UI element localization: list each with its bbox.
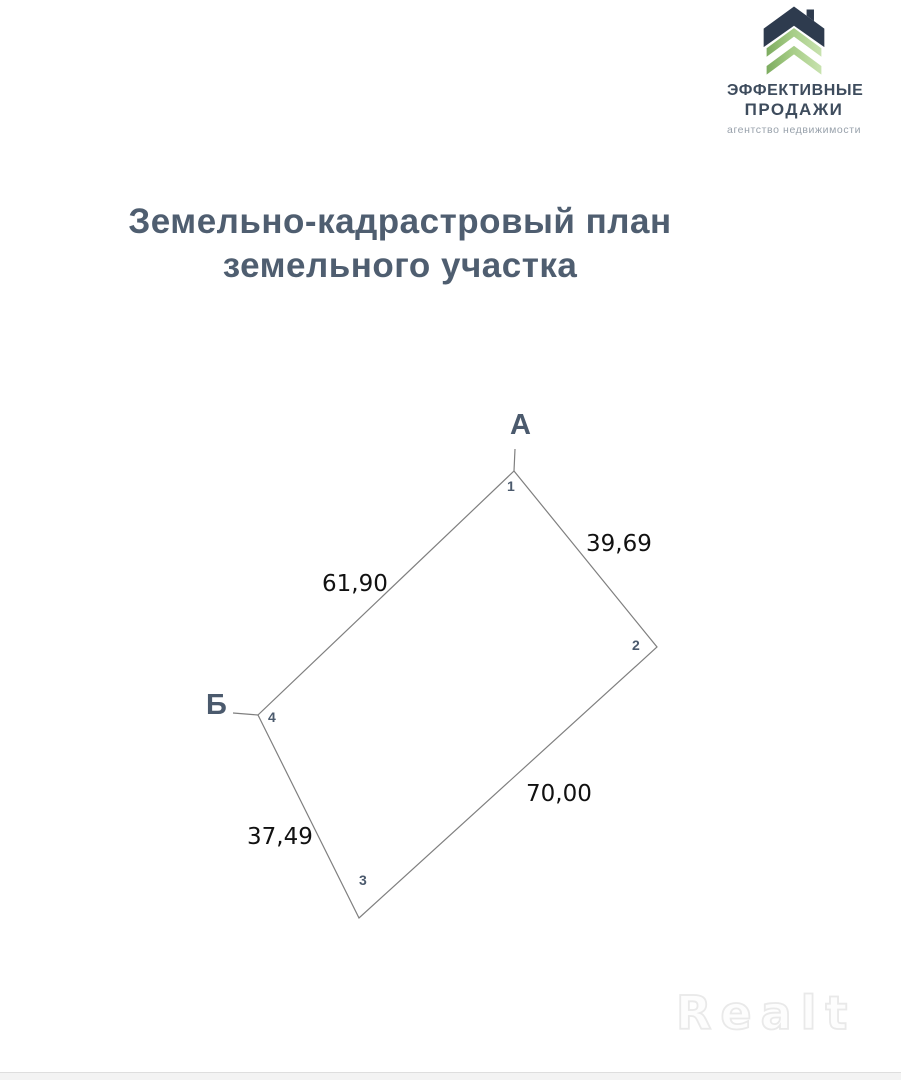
realt-watermark: Realt — [676, 986, 857, 1040]
bottom-strip — [0, 1072, 901, 1080]
direction-label-b: Б — [206, 689, 227, 721]
logo-name-line2: ПРОДАЖИ — [744, 100, 844, 119]
direction-a-tick — [514, 449, 515, 471]
logo-tagline: агентство недвижимости — [727, 124, 862, 136]
vertex-label-4: 4 — [268, 709, 276, 725]
direction-b-tick — [233, 713, 258, 715]
page-title-line1: Земельно-кадрастровый план — [128, 202, 672, 241]
vertex-label-3: 3 — [359, 872, 367, 888]
side-length-1-2: 39,69 — [586, 531, 652, 557]
vertex-label-1: 1 — [507, 478, 515, 494]
vertex-label-2: 2 — [632, 637, 640, 653]
side-length-3-4: 37,49 — [247, 824, 313, 850]
page-title-line2: земельного участка — [222, 246, 578, 285]
side-length-2-3: 70,00 — [526, 781, 592, 807]
logo-name-line1: ЭФФЕКТИВНЫЕ — [727, 82, 864, 99]
direction-label-a: А — [510, 409, 531, 441]
side-length-4-1: 61,90 — [322, 571, 388, 597]
